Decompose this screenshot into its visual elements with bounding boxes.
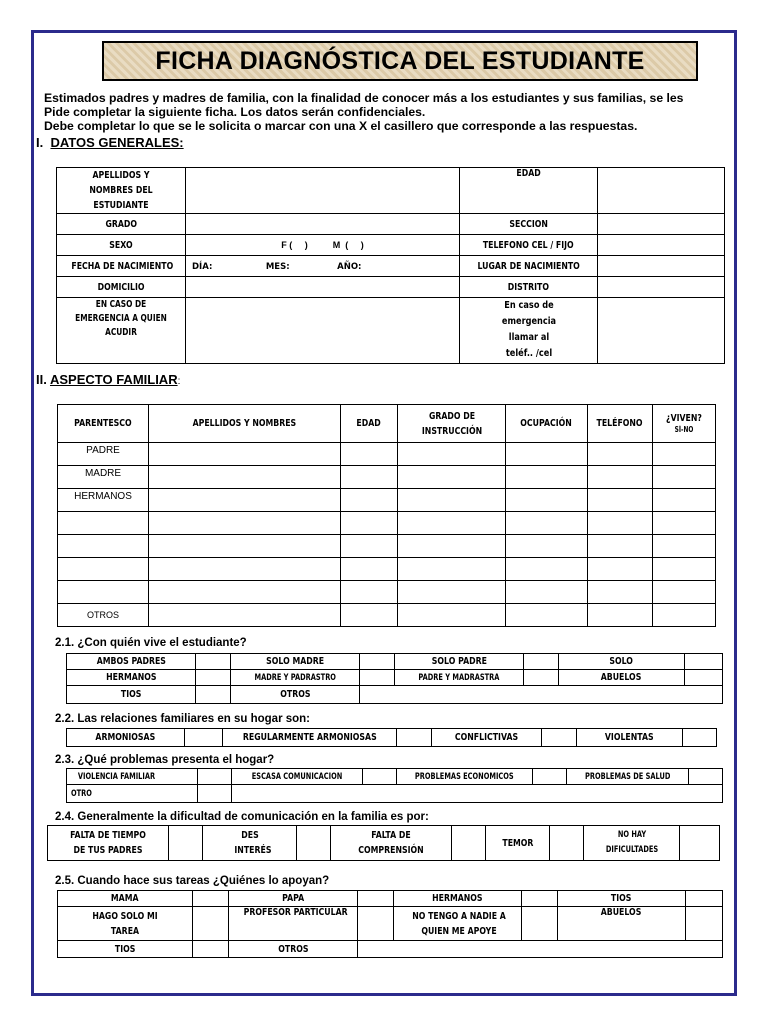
cell[interactable] — [398, 512, 506, 535]
option-otro: OTRO — [67, 785, 198, 803]
checkbox[interactable] — [196, 686, 231, 704]
checkbox[interactable] — [193, 891, 229, 907]
checkbox[interactable] — [169, 826, 203, 861]
cell[interactable] — [58, 512, 149, 535]
general-data-table — [56, 167, 725, 364]
option-hago-solo: HAGO SOLO MI TAREA — [58, 907, 193, 941]
q22-table — [66, 728, 717, 747]
option-escasa-comunicacion: ESCASA COMUNICACION — [232, 769, 363, 785]
field-emergencia[interactable] — [186, 298, 460, 364]
field-apellidos[interactable] — [186, 168, 460, 214]
intro-line-2: Pide completar la siguiente ficha. Los datos serán confidenciales. — [44, 105, 426, 119]
cell[interactable] — [341, 558, 398, 581]
checkbox[interactable] — [358, 907, 394, 941]
cell[interactable] — [506, 535, 588, 558]
option-papa: PAPA — [229, 891, 358, 907]
checkbox[interactable] — [193, 907, 229, 941]
q25-table — [57, 890, 723, 958]
label-distrito: DISTRITO — [460, 277, 598, 298]
header-parentesco: PARENTESCO — [58, 405, 149, 443]
cell[interactable] — [58, 535, 149, 558]
option-regular-armoniosas: REGULARMENTE ARMONIOSAS — [223, 729, 397, 747]
option-madre-padrastro: MADRE Y PADRASTRO — [231, 670, 360, 686]
checkbox[interactable] — [360, 670, 395, 686]
option-desinteres: DES INTERÉS — [203, 826, 297, 861]
label-apellidos: APELLIDOS Y NOMBRES DEL ESTUDIANTE — [57, 168, 186, 214]
family-table — [57, 404, 716, 627]
option-abuelos: ABUELOS — [559, 670, 685, 686]
cell[interactable] — [506, 581, 588, 604]
row-label-otros: OTROS — [58, 604, 149, 627]
cell[interactable] — [398, 489, 506, 512]
cell[interactable] — [341, 512, 398, 535]
cell[interactable] — [398, 443, 506, 466]
cell[interactable] — [149, 581, 341, 604]
option-solo-madre: SOLO MADRE — [231, 654, 360, 670]
checkbox[interactable] — [297, 826, 331, 861]
checkbox[interactable] — [397, 729, 432, 747]
cell[interactable] — [341, 604, 398, 627]
checkbox[interactable] — [533, 769, 567, 785]
checkbox[interactable] — [185, 729, 223, 747]
cell[interactable] — [398, 581, 506, 604]
checkbox[interactable] — [522, 907, 558, 941]
cell[interactable] — [588, 558, 653, 581]
checkbox[interactable] — [198, 769, 232, 785]
field-emergencia-tel[interactable] — [598, 298, 725, 364]
cell[interactable] — [149, 604, 341, 627]
cell[interactable] — [506, 604, 588, 627]
cell[interactable] — [653, 512, 716, 535]
cell[interactable] — [653, 466, 716, 489]
section-2-heading: II. ASPECTO FAMILIAR: — [36, 372, 181, 387]
checkbox[interactable] — [358, 891, 394, 907]
otros-field[interactable] — [358, 941, 723, 958]
row-label-hermanos: HERMANOS — [58, 489, 149, 512]
field-lugar-nacimiento[interactable] — [598, 256, 725, 277]
field-edad[interactable] — [598, 168, 725, 214]
checkbox[interactable] — [680, 826, 720, 861]
checkbox[interactable] — [685, 654, 723, 670]
cell[interactable] — [341, 489, 398, 512]
option-tios: TIOS — [558, 891, 686, 907]
intro-text — [44, 91, 734, 133]
option-conflictivas: CONFLICTIVAS — [432, 729, 542, 747]
cell[interactable] — [398, 558, 506, 581]
checkbox[interactable] — [363, 769, 397, 785]
option-falta-comprension: FALTA DE COMPRENSIÓN — [331, 826, 452, 861]
cell[interactable] — [341, 443, 398, 466]
checkbox[interactable] — [193, 941, 229, 958]
option-armoniosas: ARMONIOSAS — [67, 729, 185, 747]
option-mama: MAMA — [58, 891, 193, 907]
field-sexo[interactable]: F ( ) M ( ) — [186, 235, 460, 256]
q24-table — [47, 825, 720, 861]
label-lugar-nacimiento: LUGAR DE NACIMIENTO — [460, 256, 598, 277]
cell[interactable] — [149, 466, 341, 489]
option-tios: TIOS — [67, 686, 196, 704]
q24-label: 2.4. Generalmente la dificultad de comunicación en la familia es por: — [55, 811, 429, 823]
label-domicilio: DOMICILIO — [57, 277, 186, 298]
option-ambos-padres: AMBOS PADRES — [67, 654, 196, 670]
option-problemas-economicos: PROBLEMAS ECONOMICOS — [397, 769, 533, 785]
row-label-padre: PADRE — [58, 443, 149, 466]
anio-label: AÑO: — [337, 261, 362, 272]
checkbox[interactable] — [686, 891, 723, 907]
option-tios-2: TIOS — [58, 941, 193, 958]
cell[interactable] — [58, 558, 149, 581]
intro-line-3: Debe completar lo que se le solicita o marcar con una X el casillero que corresponde a las respuestas. — [44, 119, 638, 133]
checkbox[interactable] — [689, 769, 723, 785]
cell[interactable] — [653, 489, 716, 512]
cell[interactable] — [653, 535, 716, 558]
section-1-label: DATOS GENERALES: — [50, 135, 184, 150]
cell[interactable] — [149, 443, 341, 466]
checkbox[interactable] — [524, 670, 559, 686]
option-violencia: VIOLENCIA FAMILIAR — [67, 769, 198, 785]
cell[interactable] — [653, 581, 716, 604]
cell[interactable] — [149, 489, 341, 512]
option-no-tengo: NO TENGO A NADIE A QUIEN ME APOYE — [394, 907, 522, 941]
q22-label: 2.2. Las relaciones familiares en su hogar son: — [55, 713, 311, 725]
cell[interactable] — [341, 535, 398, 558]
label-edad: EDAD — [460, 168, 598, 214]
intro-line-1: Estimados padres y madres de familia, con la finalidad de conocer más a los estudiantes y sus familias, se les — [44, 91, 684, 105]
otros-field[interactable] — [360, 686, 723, 704]
header-telefono: TELÉFONO — [588, 405, 653, 443]
field-telefono[interactable] — [598, 235, 725, 256]
field-domicilio[interactable] — [186, 277, 460, 298]
q21-label: 2.1. ¿Con quién vive el estudiante? — [55, 637, 247, 649]
field-grado[interactable] — [186, 214, 460, 235]
q23-label: 2.3. ¿Qué problemas presenta el hogar? — [55, 754, 275, 766]
checkbox[interactable] — [196, 670, 231, 686]
cell[interactable] — [588, 535, 653, 558]
cell[interactable] — [398, 604, 506, 627]
cell[interactable] — [506, 512, 588, 535]
cell[interactable] — [506, 443, 588, 466]
cell[interactable] — [341, 581, 398, 604]
mes-label: MES: — [265, 261, 290, 272]
checkbox[interactable] — [686, 907, 723, 941]
option-solo-padre: SOLO PADRE — [395, 654, 524, 670]
section-2-label: ASPECTO FAMILIAR — [49, 372, 178, 387]
title-banner — [102, 41, 698, 81]
cell[interactable] — [588, 512, 653, 535]
cell[interactable] — [506, 489, 588, 512]
cell[interactable] — [341, 466, 398, 489]
cell[interactable] — [149, 535, 341, 558]
q21-table — [66, 653, 723, 704]
label-emergencia: EN CASO DE EMERGENCIA A QUIEN ACUDIR — [57, 298, 186, 364]
cell[interactable] — [588, 489, 653, 512]
option-otros: OTROS — [229, 941, 358, 958]
section-2-number: II. — [36, 372, 47, 387]
cell[interactable] — [398, 535, 506, 558]
option-no-hay-dificultades: NO HAY DIFICULTADES — [584, 826, 680, 861]
cell[interactable] — [588, 581, 653, 604]
cell[interactable] — [653, 604, 716, 627]
label-sexo: SEXO — [57, 235, 186, 256]
option-abuelos: ABUELOS — [558, 907, 686, 941]
cell[interactable] — [398, 466, 506, 489]
header-ocupacion: OCUPACIÓN — [506, 405, 588, 443]
option-padre-madrastra: PADRE Y MADRASTRA — [395, 670, 524, 686]
checkbox[interactable] — [198, 785, 232, 803]
checkbox[interactable] — [522, 891, 558, 907]
checkbox[interactable] — [196, 654, 231, 670]
field-distrito[interactable] — [598, 277, 725, 298]
label-fecha-nacimiento: FECHA DE NACIMIENTO — [57, 256, 186, 277]
cell[interactable] — [588, 443, 653, 466]
label-emergencia-tel: En caso de emergencia llamar al teléf.. /cel — [460, 298, 598, 364]
cell[interactable] — [653, 558, 716, 581]
cell[interactable] — [588, 466, 653, 489]
cell[interactable] — [149, 558, 341, 581]
row-label-madre: MADRE — [58, 466, 149, 489]
checkbox[interactable] — [550, 826, 584, 861]
checkbox[interactable] — [524, 654, 559, 670]
page-title: FICHA DIAGNÓSTICA DEL ESTUDIANTE — [155, 46, 645, 75]
option-hermanos: HERMANOS — [394, 891, 522, 907]
option-temor: TEMOR — [486, 826, 550, 861]
checkbox[interactable] — [452, 826, 486, 861]
header-viven: ¿VIVEN? SÍ-NO — [653, 405, 716, 443]
checkbox[interactable] — [683, 729, 717, 747]
cell[interactable] — [653, 443, 716, 466]
option-profesor-particular: PROFESOR PARTICULAR — [229, 907, 358, 941]
dia-label: DÍA: — [192, 261, 213, 272]
option-violentas: VIOLENTAS — [577, 729, 683, 747]
q25-label: 2.5. Cuando hace sus tareas ¿Quiénes lo apoyan? — [55, 875, 330, 887]
field-seccion[interactable] — [598, 214, 725, 235]
option-problemas-salud: PROBLEMAS DE SALUD — [567, 769, 689, 785]
cell[interactable] — [588, 604, 653, 627]
section-1-number: I. — [36, 135, 44, 150]
option-solo: SOLO — [559, 654, 685, 670]
checkbox[interactable] — [685, 670, 723, 686]
otro-field[interactable] — [232, 785, 723, 803]
section-1-heading — [36, 135, 184, 150]
header-apellidos: APELLIDOS Y NOMBRES — [149, 405, 341, 443]
label-telefono: TELEFONO CEL / FIJO — [460, 235, 598, 256]
cell[interactable] — [506, 558, 588, 581]
cell[interactable] — [58, 581, 149, 604]
cell[interactable] — [149, 512, 341, 535]
checkbox[interactable] — [360, 654, 395, 670]
header-edad: EDAD — [341, 405, 398, 443]
option-otros: OTROS — [231, 686, 360, 704]
option-falta-tiempo: FALTA DE TIEMPO DE TUS PADRES — [48, 826, 169, 861]
field-fecha-nacimiento[interactable] — [186, 256, 460, 277]
checkbox[interactable] — [542, 729, 577, 747]
header-grado: GRADO DE INSTRUCCIÓN — [398, 405, 506, 443]
label-seccion: SECCION — [460, 214, 598, 235]
label-grado: GRADO — [57, 214, 186, 235]
option-hermanos: HERMANOS — [67, 670, 196, 686]
q23-table — [66, 768, 723, 803]
cell[interactable] — [506, 466, 588, 489]
